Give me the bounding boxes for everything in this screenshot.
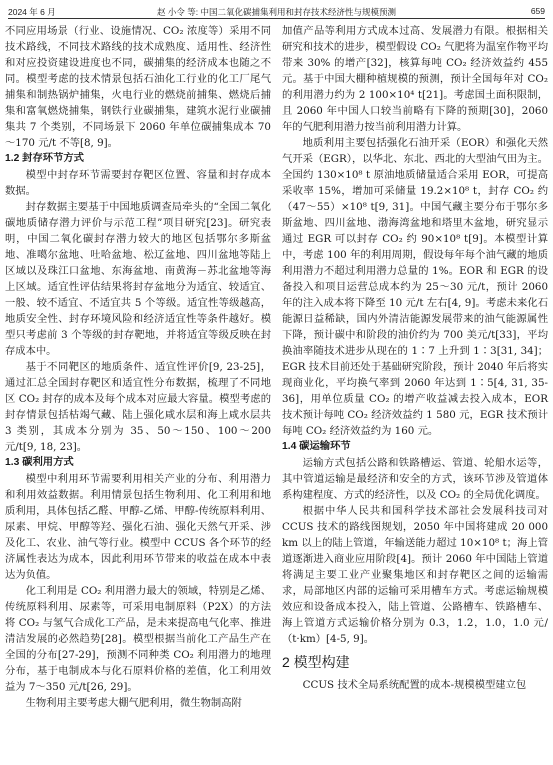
left-column (5, 23, 271, 711)
section-heading: 1.4 碳运输环节 (282, 441, 351, 452)
issue-date: 2024 年 6 月 (8, 7, 56, 17)
running-title: 赵 小令 等: 中国二氧化碳捕集利用和封存技术经济性与规模预测 (157, 7, 396, 17)
paragraph: 加值产品等利用方式成本过高、发展潜力有限。根据相关研究和技术的进步，模型假设 CO₂ 气肥将为温室作物平均带来 30% 的增产[32]，核算每吨 CO₂ 经济效益约 455 元。基于中国大棚种植规模的预测，预计全国每年对 CO₂ 的利用潜力约为 2 100×10⁴ t[21]。考虑国土面积限制，且 2060 年中国人口较当前略有下降的预期[30]，2060 年的气肥利用潜力按当前利用潜力计算。 (282, 25, 548, 133)
chapter-heading: 2 模型构建 (282, 654, 350, 670)
right-column (282, 23, 548, 693)
paragraph: 根据中华人民共和国科学技术部社会发展科技司对 CCUS 技术的路线图规划，2050 年中国将建成 20 000 km 以上的陆上管道，年输送能力超过 10×10⁸ t；海上管道逐渐进入商业应用阶段[4]。预计 2060 年中国陆上管道将满足主要工业产业聚集地区和封存靶区之间的运输需求，局部地区内部的运输可采用槽车方式。考虑运输规模效应和设备成本投入，陆上管道、公路槽车、铁路槽车、海上管道方式运输价格分别为 0.3，1.2，1.0，1.0 元/（t·km）[4-5, 9]。 (282, 505, 548, 645)
paragraph: 模型中封存环节需要封存靶区位置、容量和封存成本数据。 (5, 169, 271, 197)
paragraph: CCUS 技术全局系统配置的成本-规模模型建立包 (302, 679, 527, 691)
paragraph: 封存数据主要基于中国地质调查局牵头的“全国二氧化碳地质储存潜力评价与示范工程”项目研究[23]。研究表明，中国二氧化碳封存潜力较大的地区包括鄂尔多斯盆地、准噶尔盆地、吐哈盆地、松辽盆地、四川盆地等陆上区域以及珠江口盆地、东海盆地、南黄海－苏北盆地等海上区域。适宜性评估结果将封存盆地分为适宜、较适宜、一般、较不适宜、不适宜共 5 个等级。适宜性等级越高，地质安全性、封存环境风险和经济适宜性等条件越好。模型只考虑前 3 个等级的封存靶地，并将适宜等级反映在封存成本中。 (5, 201, 271, 357)
page-number: 659 (530, 6, 545, 16)
paragraph: 地质利用主要包括强化石油开采（EOR）和强化天然气开采（EGR），以华北、东北、西北的大型油气田为主。全国约 130×10⁸ t 原油地质储量适合采用 EOR，可提高采收率 15%，增加可采储量 19.2×10⁸ t，封存 CO₂ 约（47～55）×10⁸ t[9, 31]。中国气藏主要分布于鄂尔多斯盆地、四川盆地、渤海湾盆地和塔里木盆地，研究显示通过 EGR 可以封存 CO₂ 约 90×10⁸ t[9]。本模型计算中，考虑 100 年的利用周期，假设每年每个油气藏的地质利用潜力不超过利用潜力总量的 1%。EOR 和 EGR 的设备投入和项目运营总成本约为 25～30 元/t，预计 2060 年的注入成本将下降至 10 元/t 左右[4, 9]。考虑未来化石能源日益稀缺，国内外清洁能源发展带来的油气能源属性下降，预计碳中和阶段的油价约为 700 美元/t[33]，平均换油率随技术进步从现在的 1∶7 上升到 1∶3[31, 34]；EGR 技术目前还处于基础研究阶段，预计 2040 年后将实现商业化，平均换气率到 2060 年达到 1∶5[4, 31, 35-36]，用单位质量 CO₂ 的增产收益减去投入成本，EOR 技术预计每吨 CO₂ 经济效益约 1 580 元，EGR 技术预计每吨 CO₂ 经济效益约为 160 元。 (282, 137, 548, 437)
paragraph: 不同应用场景（行业、设施情况、CO₂ 浓度等）采用不同技术路线，不同技术路线的技术成熟度、适用性、经济性和对应投资建设进度也不同，碳捕集的经济成本也随之不同。模型考虑的技术情景包括石油化工行业的化工厂尾气捕集和制热锅炉捕集，火电行业的燃烧前捕集、燃烧后捕集和富氧燃烧捕集，钢铁行业碳捕集，建筑水泥行业碳捕集共 7 个类别，不同场景下 2060 年单位碳捕集成本 70～170 元/t 不等[8, 9]。 (5, 25, 271, 149)
header-rule (8, 18, 545, 19)
paragraph: 运输方式包括公路和铁路槽运、管道、轮船水运等，其中管道运输是最经济和安全的方式，该环节涉及管道体系构建程度、方式的经济性，以及 CO₂ 的全局优化调度。 (282, 457, 548, 501)
section-heading: 1.2 封存环节方式 (5, 153, 84, 164)
section-heading: 1.3 碳利用方式 (5, 457, 74, 468)
paragraph: 生物利用主要考虑大棚气肥利用，微生物制高附 (25, 697, 242, 709)
paragraph: 基于不同靶区的地质条件、适宜性评价[9, 23-25]，通过汇总全国封存靶区和适宜性分布数据，梳理了不同地区 CO₂ 封存的成本及每个成本对应最大容量。模型考虑的封存情景包括枯竭气藏、陆上强化咸水层和海上咸水层共 3 类别，其成本分别为 35、50～150、100～200 元/t[9, 18, 23]。 (5, 361, 271, 453)
paragraph: 化工利用是 CO₂ 利用潜力最大的领域，特别是乙烯、传统原料利用、尿素等，可采用电制原料（P2X）的方法将 CO₂ 与氢气合成化工产品，是未来提高电气化率、推进清洁发展的必然趋势[28]。模型根据当前化工产品生产在全国的分布[27-29]，预测不同种类 CO₂ 利用潜力的地理分布，基于电制成本与化石原料价格的差值，化工利用效益为 7～350 元/t[26, 29]。 (5, 585, 271, 693)
paragraph: 模型中利用环节需要利用相关产业的分布、利用潜力和利用效益数据。利用情景包括生物利用、化工利用和地质利用，具体包括乙醛、甲醇-乙烯、甲醇-传统原料利用、尿素、甲烷、甲醇等羟、强化石油、强化天然气开采、涉及化工、农业、油气等行业。模型中 CCUS 各个环节的经济属性表达为成本，因此利用环节带来的收益在成本中表达为负值。 (5, 473, 271, 581)
